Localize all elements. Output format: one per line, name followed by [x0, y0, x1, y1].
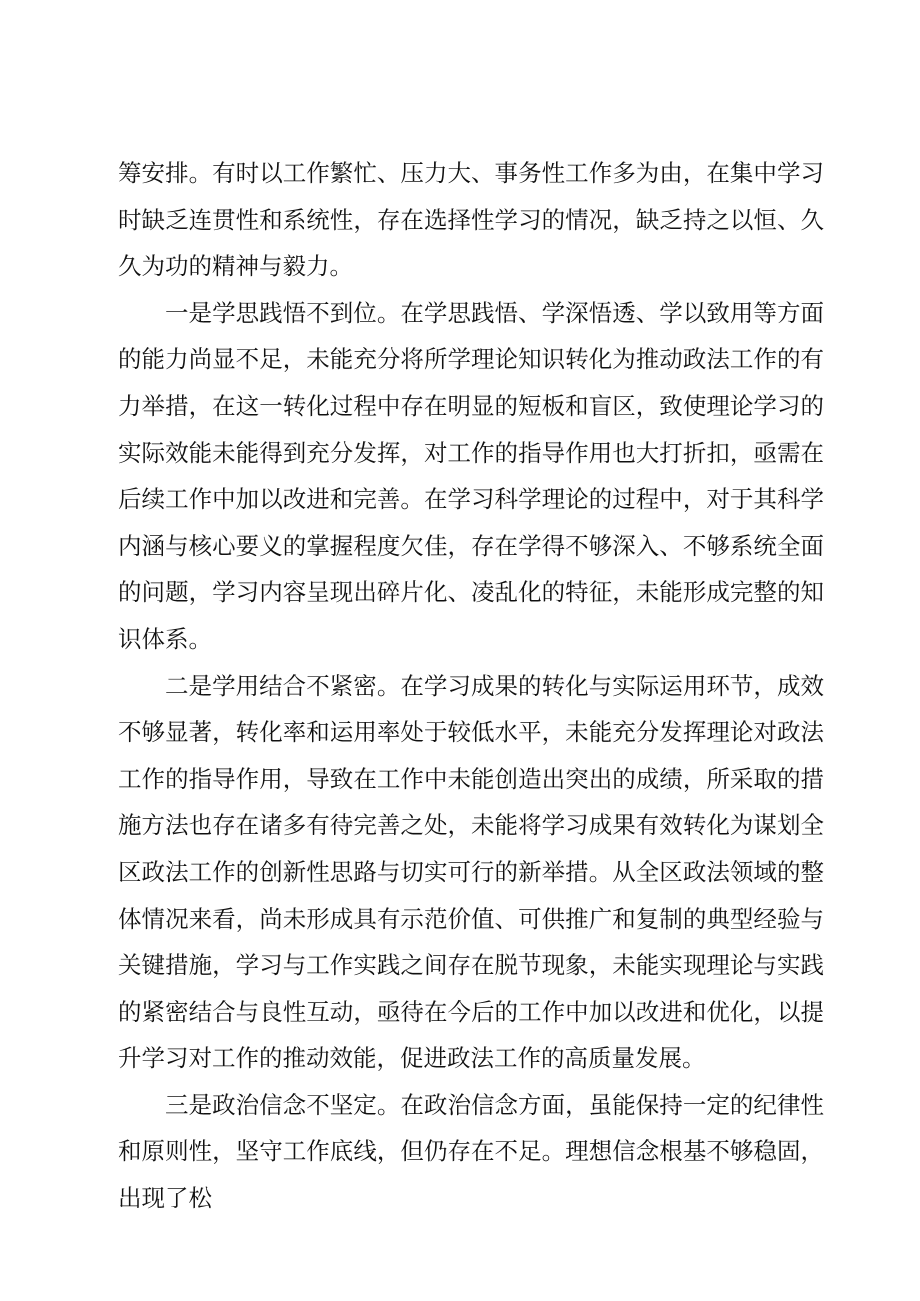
paragraph-point-two: 二是学用结合不紧密。在学习成果的转化与实际运用环节，成效不够显著，转化率和运用率处于较低水平，未能充分发挥理论对政法工作的指导作用，导致在工作中未能创造出突出的成绩，所采取的措施方法也存在诸多有待完善之处，未能将学习成果有效转化为谋划全区政法工作的创新性思路与切实可行的新举措。从全区政法领域的整体情况来看，尚未形成具有示范价值、可供推广和复制的典型经验与关键措施，学习与工作实践之间存在脱节现象，未能实现理论与实践的紧密结合与良性互动，亟待在今后的工作中加以改进和优化，以提升学习对工作的推动效能，促进政法工作的高质量发展。 [118, 671, 824, 1073]
document-body [118, 150, 824, 1222]
paragraph-continuation: 筹安排。有时以工作繁忙、压力大、事务性工作多为由，在集中学习时缺乏连贯性和系统性，存在选择性学习的情况，缺乏持之以恒、久久为功的精神与毅力。 [118, 159, 824, 281]
paragraph-point-three: 三是政治信念不坚定。在政治信念方面，虽能保持一定的纪律性和原则性，坚守工作底线，但仍存在不足。理想信念根基不够稳固，出现了松 [118, 1090, 824, 1213]
paragraph-point-one: 一是学思践悟不到位。在学思践悟、学深悟透、学以致用等方面的能力尚显不足，未能充分将所学理论知识转化为推动政法工作的有力举措，在这一转化过程中存在明显的短板和盲区，致使理论学习的实际效能未能得到充分发挥，对工作的指导作用也大打折扣，亟需在后续工作中加以改进和完善。在学习科学理论的过程中，对于其科学内涵与核心要义的掌握程度欠佳，存在学得不够深入、不够系统全面的问题，学习内容呈现出碎片化、凌乱化的特征，未能形成完整的知识体系。 [118, 298, 824, 653]
